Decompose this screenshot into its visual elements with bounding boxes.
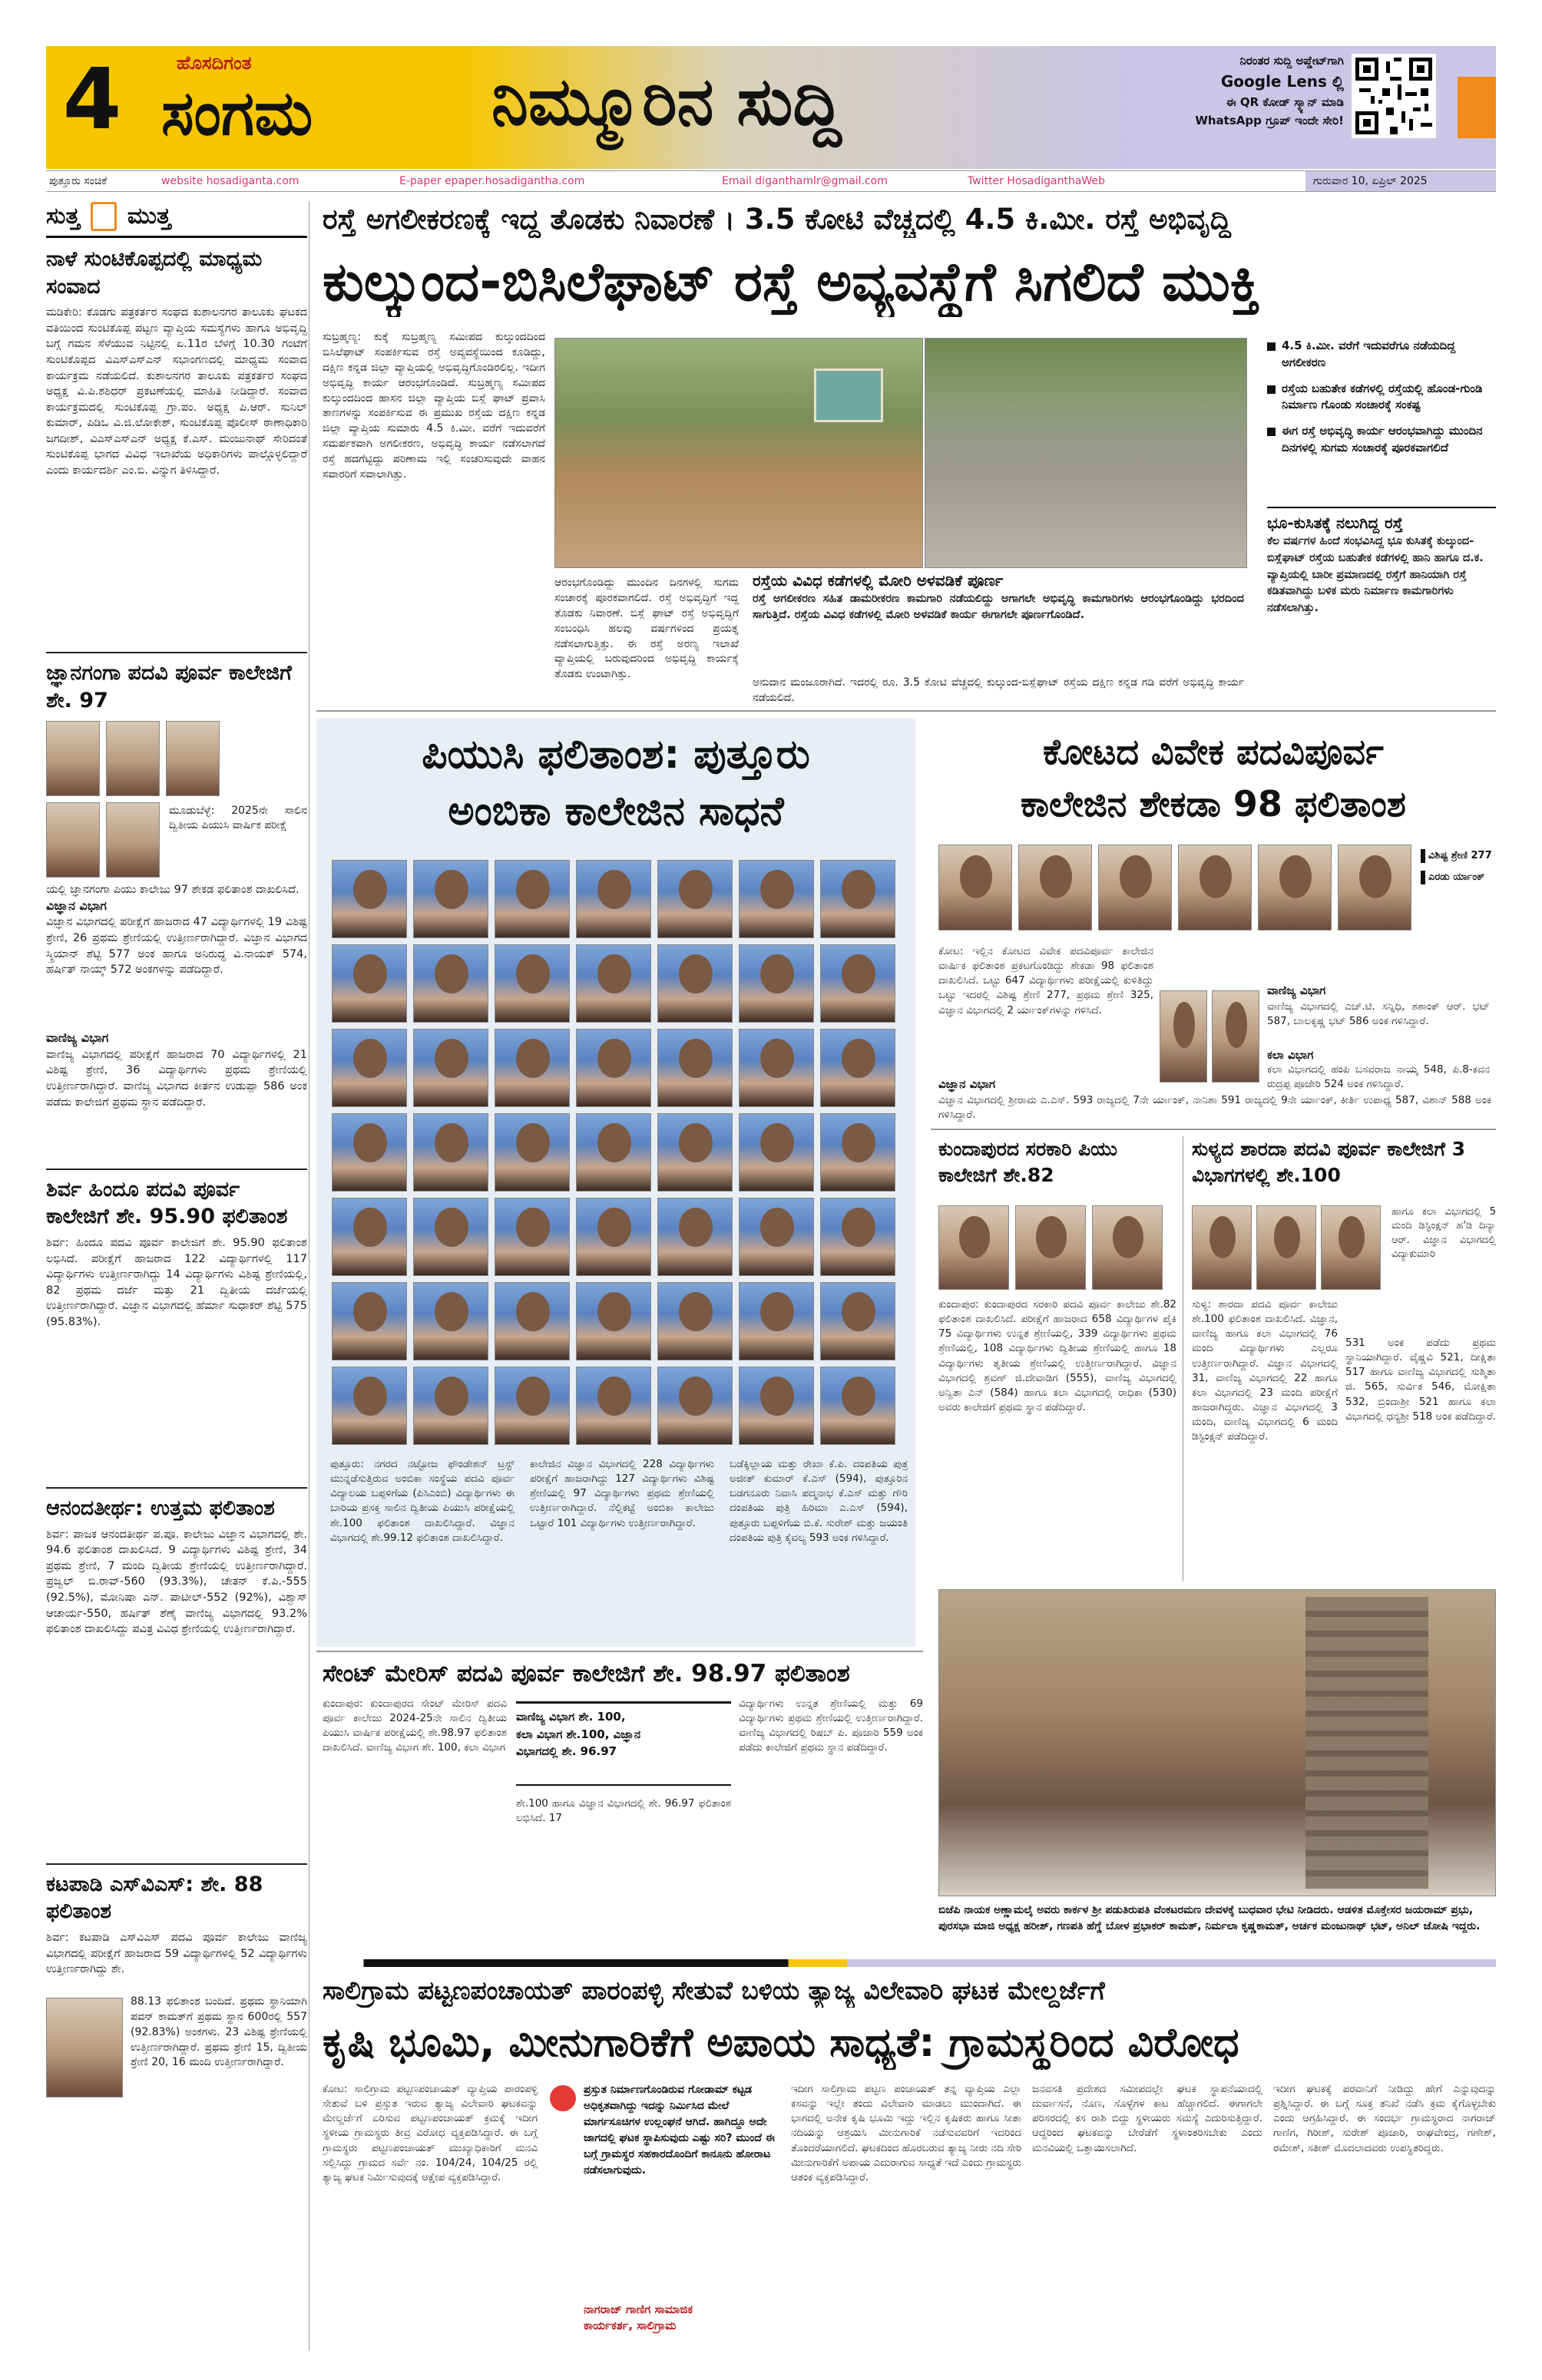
portrait-head — [597, 870, 630, 909]
portrait-head — [842, 1208, 875, 1247]
s2-photos — [46, 721, 307, 882]
student-photo — [657, 1029, 733, 1107]
damaged-road-photo — [925, 338, 1247, 568]
sullia-photos — [1192, 1205, 1384, 1290]
portrait-head — [597, 1377, 630, 1416]
qr-line-4: WhatsApp ಗ್ರೂಪ್ ಇಂದೇ ಸೇರಿ! — [1195, 113, 1344, 127]
portrait-head — [679, 870, 712, 909]
bottom-callout-text: ಪ್ರಸ್ತುತ ನಿರ್ಮಾಣಗೊಂಡಿರುವ ಗೋಡಾಮ್ ಕಟ್ಟಡ ಅಧಿಕೃತವಾಗಿದ್ದು ಇದನ್ನು ನಿರ್ಮಿಸಿದ ಮೇಲೆ ಮಾರ್ಗಸೂಚಿಗಳ ಉಲ್ಲಂಘನೆ ಆಗಿದೆ. ಹಾಗಿದ್ದೂ ಅದೇ ಜಾಗದಲ್ಲಿ ಘಟಕ ಸ್ಥಾಪಿಸುವುದು ಎಷ್ಟು ಸರಿ? ಮುಂದೆ ಈ ಬಗ್ಗೆ ಗ್ರಾಮಸ್ಥರ ಸಹಕಾರದೊಂದಿಗೆ ಕಾನೂನು ಹೋರಾಟ ನಡೆಸಲಾಗುವುದು. — [584, 2084, 775, 2177]
stmarys-body-1: ಕುಂದಾಪುರ: ಕುಂದಾಪುರದ ಸೇಂಟ್ ಮೇರಿಸ್ ಪದವಿ ಪೂರ್ವ ಕಾಲೇಜು 2024-25ನೇ ಸಾಲಿನ ದ್ವಿತೀಯ ಪಿಯುಸಿ ವಾರ್ಷಿಕ ಪರೀಕ್ಷೆಯಲ್ಲಿ ಶೇ.98.97 ಫಲಿತಾಂಶ ದಾಖಲಿಸಿದೆ. ವಾಣಿಜ್ಯ ವಿಭಾಗ ಶೇ. 100, ಕಲಾ ವಿಭಾಗ — [323, 1697, 507, 1754]
kundapura-headline: ಕುಂದಾಪುರದ ಸರಕಾರಿ ಪಿಯು ಕಾಲೇಜಿಗೆ ಶೇ.82 — [938, 1138, 1117, 1186]
student-photo — [413, 1282, 488, 1360]
student-photo — [820, 860, 895, 938]
sidebar — [46, 201, 307, 2351]
kota-sub-3: ಕಲಾ ವಿಭಾಗ — [1267, 1048, 1314, 1062]
portrait-head — [1120, 855, 1152, 898]
s1-title: ನಾಳೆ ಸುಂಟಿಕೊಪ್ಪದಲ್ಲಿ ಮಾಧ್ಯಮ ಸಂವಾದ — [46, 247, 263, 299]
signboard-shape — [814, 369, 883, 422]
student-photo — [820, 1113, 895, 1192]
student-photo — [106, 802, 160, 878]
portrait-head — [679, 1208, 712, 1247]
stat-ranks: ಎರಡು ರ್ಯಾಂಕ್ — [1421, 871, 1496, 884]
portrait-head — [760, 954, 793, 993]
orange-tab — [1458, 77, 1496, 138]
portrait-head — [516, 1208, 549, 1247]
kota-stats — [1421, 849, 1496, 884]
s3-body: ಶಿರ್ವ: ಹಿಂದೂ ಪದವಿ ಪೂರ್ವ ಕಾಲೇಜಿಗೆ ಶೇ. 95.90 ಫಲಿತಾಂಶ ಲಭಿಸಿದೆ. ಪರೀಕ್ಷೆಗೆ ಹಾಜರಾದ 122 ವಿದ್ಯಾರ್ಥಿಗಳಲ್ಲಿ 117 ವಿದ್ಯಾರ್ಥಿಗಳು ಉತ್ತೀರ್ಣರಾಗಿದ್ದು 14 ವಿದ್ಯಾರ್ಥಿಗಳು ವಿಶಿಷ್ಟ ಶ್ರೇಣಿಯಲ್ಲಿ, 82 ಪ್ರಥಮ ದರ್ಜೆ ಮತ್ತು 21 ದ್ವಿತೀಯ ದರ್ಜೆಯಲ್ಲಿ ಉತ್ತೀರ್ಣರಾಗಿದ್ದಾರೆ. ವಿಜ್ಞಾನ ವಿಭಾಗದಲ್ಲಿ ಹೆರ್ಮಾ ಸುಧಾಕರ್ ಶೆಟ್ಟಿ 575 (95.83%). — [46, 1237, 307, 1328]
color-bar — [316, 1959, 1496, 1967]
sidebar-header-left: ಸುತ್ತ — [46, 203, 80, 230]
portrait-head — [1338, 1216, 1365, 1258]
email-link[interactable]: Email diganthamlr@gmail.com — [722, 175, 888, 187]
student-photo — [1256, 1205, 1316, 1290]
qr-line-1: ನಿರಂತರ ಸುದ್ದಿ ಅಪ್ಡೇಟ್‌ಗಾಗಿ — [1239, 54, 1344, 68]
s2-body: ಯಲ್ಲಿ ಜ್ಞಾನಗಂಗಾ ಪಿಯು ಕಾಲೇಜು 97 ಶೇಕಡ ಫಲಿತಾಂಶ ದಾಖಲಿಸಿದೆ. — [46, 883, 299, 896]
student-photo — [332, 1282, 407, 1360]
portrait-head — [842, 870, 875, 909]
student-photo — [1258, 845, 1332, 931]
portrait-head — [516, 1123, 549, 1162]
bottom-col-2: ಇದೀಗ ಸಾಲಿಗ್ರಾಮ ಪಟ್ಟಣ ಪಂಚಾಯತ್ ತನ್ನ ವ್ಯಾಪ್ತಿಯ ಎಲ್ಲಾ ಕಸವನ್ನು ಇಲ್ಲೇ ತಂದು ವಿಲೇವಾರಿ ಮಾಡಲು ಮುಂದಾಗಿದೆ. ಈ ಭಾಗದಲ್ಲಿ ಅನೇಕ ಕೃಷಿ ಭೂಮಿ ಇದ್ದು ಇಲ್ಲಿನ ಕೃಷಿಕರು ಹಾಗೂ ಸೀತಾ ನದಿಯನ್ನು ಆಶ್ರಯಿಸಿ ಮೀನುಗಾರಿಕೆ ನಡೆಸುವವರಿಗೆ ಇದರಿಂದ ತೊಂದರೆಯಾಗಲಿದೆ. ಘಟಕದಿಂದ ಹೊರಬರುವ ತ್ಯಾಜ್ಯ ನೀರು ನದಿ ಸೇರಿ ಮೀನುಗಾರಿಕೆಗೆ ಅಪಾಯ ಎದುರಾಗುವ ಸಾಧ್ಯತೆ ಇದೆ ಎಂದು ಗ್ರಾಮಸ್ಥರು ಆತಂಕ ವ್ಯಕ್ತಪಡಿಸಿದ್ದಾರೆ. — [791, 2083, 1021, 2183]
portrait-head — [597, 1208, 630, 1247]
portrait-head — [435, 1208, 468, 1247]
lead-headline: ಕುಲ್ಕುಂದ-ಬಿಸಿಲೆಘಾಟ್ ರಸ್ತೆ ಅವ್ಯವಸ್ಥೆಗೆ ಸಿಗಲಿದೆ ಮುಕ್ತಿ — [323, 250, 1260, 313]
info-strip — [46, 170, 1496, 192]
puc-body-1: ಪುತ್ತೂರು: ನಗರದ ನಟ್ಟೋಜ ಫೌಂಡೇಶನ್ ಟ್ರಸ್ಟ್ ಮುನ್ನಡೆಸುತ್ತಿರುವ ಅಂಬಿಕಾ ಸಂಸ್ಥೆಯ ಪದವಿ ಪೂರ್ವ ವಿದ್ಯಾಲಯ ಬಪ್ಪಳಿಗೆಯ (ಪಿಸಿಎಂಬಿ) ವಿದ್ಯಾರ್ಥಿಗಳು ಈ ಬಾರಿಯ ಪ್ರಸಕ್ತ ಸಾಲಿನ ದ್ವಿತೀಯ ಪಿಯುಸಿ ಪರೀಕ್ಷೆಯಲ್ಲಿ ಶೇ.100 ಫಲಿತಾಂಶ ದಾಖಲಿಸಿದ್ದಾರೆ. ವಿಜ್ಞಾನ ವಿಭಾಗದಲ್ಲಿ ಶೇ.99.12 ಫಲಿತಾಂಶ ದಾಖಲಿಸಿದ್ದಾರೆ. — [330, 1458, 515, 1544]
puc-body-2: ಕಾಲೇಜಿನ ವಿಜ್ಞಾನ ವಿಭಾಗದಲ್ಲಿ 228 ವಿದ್ಯಾರ್ಥಿಗಳು ಪರೀಕ್ಷೆಗೆ ಹಾಜರಾಗಿದ್ದು 127 ವಿದ್ಯಾರ್ಥಿಗಳು ವಿಶಿಷ್ಟ ಶ್ರೇಣಿಯಲ್ಲಿ 97 ವಿದ್ಯಾರ್ಥಿಗಳು ಪ್ರಥಮ ಶ್ರೇಣಿಯಲ್ಲಿ ಉತ್ತೀರ್ಣರಾಗಿದ್ದಾರೆ. ನೆಲ್ಲಿಕಟ್ಟೆ ಅಂಬಿಕಾ ಕಾಲೇಜು ಒಟ್ಟಾರೆ 101 ವಿದ್ಯಾರ್ಥಿಗಳು ಉತ್ತೀರ್ಣರಾಗಿದ್ದಾರೆ. — [530, 1458, 714, 1529]
divider — [46, 1169, 307, 1170]
student-photo — [495, 1282, 570, 1360]
student-photo — [657, 1367, 733, 1445]
s4-title: ಆನಂದತೀರ್ಥ: ಉತ್ತಮ ಫಲಿತಾಂಶ — [46, 1496, 275, 1521]
portrait-head — [760, 1208, 793, 1247]
puc-headline-2: ಅಂಬಿಕಾ ಕಾಲೇಜಿನ ಸಾಧನೆ — [448, 788, 784, 835]
student-photo — [413, 944, 488, 1023]
portrait-head — [435, 870, 468, 909]
student-photo — [576, 1029, 651, 1107]
bottom-headline: ಕೃಷಿ ಭೂಮಿ, ಮೀನುಗಾರಿಕೆಗೆ ಅಪಾಯ ಸಾಧ್ಯತೆ: ಗ್ರಾಮಸ್ಥರಿಂದ ವಿರೋಧ — [323, 2020, 1239, 2066]
portrait-head — [679, 1292, 712, 1331]
portrait-head — [516, 870, 549, 909]
portrait-head — [1279, 855, 1312, 898]
student-photo — [495, 1198, 570, 1276]
student-photo — [820, 1367, 895, 1445]
portrait-head — [1274, 1216, 1300, 1258]
photo-caption-body: ರಸ್ತೆ ಅಗಲೀಕರಣ ಸಹಿತ ಡಾಮರೀಕರಣ ಕಾಮಗಾರಿ ನಡೆಯಲಿದ್ದು ಅಗಾಗಲೇ ಅಭಿವೃದ್ಧಿ ಕಾಮಗಾರಿಗಳು ಆರಂಭಗೊಂಡಿದ್ದು ಭರದಿಂದ ಸಾಗುತ್ತಿದೆ. ರಸ್ತೆಯ ವಿವಿಧ ಕಡೆಗಳಲ್ಲಿ ಮೋರಿ ಅಳವಡಿಕೆ ಕಾರ್ಯ ಈಗಾಗಲೇ ಪೂರ್ಣಗೊಂಡಿದೆ. — [753, 593, 1244, 621]
student-photo — [106, 721, 160, 796]
student-photo — [820, 1198, 895, 1276]
portrait-head — [679, 954, 712, 993]
student-photo — [739, 1282, 814, 1360]
stmarys-body-2: ಶೇ.100 ಹಾಗೂ ವಿಜ್ಞಾನ ವಿಭಾಗದಲ್ಲಿ ಶೇ. 96.97 ಫಲಿತಾಂಶ ಲಭಿಸಿದೆ. 17 — [516, 1797, 731, 1825]
sullia-headline: ಸುಳ್ಯದ ಶಾರದಾ ಪದವಿ ಪೂರ್ವ ಕಾಲೇಜಿಗೆ 3 ವಿಭಾಗಗಳಲ್ಲಿ ಶೇ.100 — [1192, 1138, 1466, 1186]
bullet-item: 4.5 ಕಿ.ಮೀ. ವರೆಗೆ ಇದುವರೆಗೂ ನಡೆಯದಿದ್ದ ಅಗಲೀಕರಣ — [1267, 338, 1496, 372]
portrait-head — [435, 1123, 468, 1162]
bottom-col-4: ಇದೀಗ ಘಟಕಕ್ಕೆ ಪರವಾನಿಗೆ ನೀಡಿದ್ದು ಹೇಗೆ ಎನ್ನುವುದನ್ನು ಪ್ರಶ್ನಿಸಿದ್ದಾರೆ. ಈ ಬಗ್ಗೆ ಸೂಕ್ತ ತನಿಖೆ ನಡೆಸಿ ಕ್ರಮ ಕೈಗೊಳ್ಳಬೇಕು ಎಂದು ಆಗ್ರಹಿಸಿದ್ದಾರೆ. ಈ ಸಂದರ್ಭ ಗ್ರಾಮಸ್ಥರಾದ ನಾಗರಾಜ್ ಗಾಣಿಗ, ಗಿರೀಶ್, ಸುರೇಶ್ ಪೂಜಾರಿ, ರಾಘವೇಂದ್ರ, ಗಣೇಶ್, ರಮೇಶ್, ಸತೀಶ್ ಮೊದಲಾದವರು ಉಪಸ್ಥಿತರಿದ್ದರು. — [1273, 2083, 1496, 2154]
portrait-head — [959, 1216, 990, 1258]
bottom-kicker: ಸಾಲಿಗ್ರಾಮ ಪಟ್ಟಣಪಂಚಾಯತ್ ಪಾರಂಪಳ್ಳಿ ಸೇತುವೆ ಬಳಿಯ ತ್ಯಾಜ್ಯ ವಿಲೇವಾರಿ ಘಟಕ ಮೇಲ್ದರ್ಜೆಗೆ — [323, 1975, 1105, 2005]
bottom-col-3: ಜನವಸತಿ ಪ್ರದೇಶದ ಸಮೀಪದಲ್ಲೇ ಘಟಕ ಸ್ಥಾಪನೆಯಾದಲ್ಲಿ ದುರ್ವಾಸನೆ, ನೊಣ, ಸೊಳ್ಳೆಗಳ ಕಾಟ ಹೆಚ್ಚಾಗಲಿದೆ. ಈಗಾಗಲೇ ಪರಿಸರದಲ್ಲಿ ಕಸ ರಾಶಿ ಬಿದ್ದು ಸ್ಥಳೀಯರು ಸಮಸ್ಯೆ ಎದುರಿಸುತ್ತಿದ್ದಾರೆ. ಆದ್ದರಿಂದ ಘಟಕವನ್ನು ಬೇರೆಡೆಗೆ ಸ್ಥಳಾಂತರಿಸಬೇಕು ಎಂದು ಮನವಿಯಲ್ಲಿ ಒತ್ತಾಯಿಸಲಾಗಿದೆ. — [1032, 2083, 1262, 2154]
qr-code-icon[interactable] — [1352, 54, 1436, 138]
student-photo — [1015, 1205, 1086, 1290]
student-photo — [576, 1367, 651, 1445]
student-photo — [413, 1367, 488, 1445]
student-photo — [739, 1198, 814, 1276]
portrait-head — [435, 1377, 468, 1416]
student-photo — [413, 1198, 488, 1276]
student-photo — [46, 802, 100, 878]
student-photo — [413, 1113, 488, 1192]
portrait-head — [597, 954, 630, 993]
portrait-head — [760, 1292, 793, 1331]
divider — [46, 1487, 307, 1489]
student-photo — [739, 860, 814, 938]
student-photo — [495, 1367, 570, 1445]
section-rule — [931, 1129, 1496, 1130]
student-photo — [657, 1282, 733, 1360]
portrait-head — [760, 1123, 793, 1162]
portrait-head — [842, 1377, 875, 1416]
portrait-head — [597, 1292, 630, 1331]
sidebar-header — [46, 201, 307, 238]
student-photo — [332, 944, 407, 1023]
portrait-head — [1173, 1002, 1194, 1048]
portrait-head — [760, 870, 793, 909]
date-text: ಗುರುವಾರ 10, ಏಪ್ರಿಲ್ 2025 — [1313, 175, 1428, 187]
student-photo — [820, 1282, 895, 1360]
s3-title: ಶಿರ್ವ ಹಿಂದೂ ಪದವಿ ಪೂರ್ವ ಕಾಲೇಜಿಗೆ ಶೇ. 95.90 ಫಲಿತಾಂಶ — [46, 1177, 288, 1229]
kundapura-photos — [938, 1205, 1169, 1290]
stmarys-box — [516, 1701, 731, 1786]
lead-body-1: ಸುಬ್ರಹ್ಮಣ್ಯ: ಕುಕ್ಕೆ ಸುಬ್ರಹ್ಮಣ್ಯ ಸಮೀಪದ ಕುಲ್ಕುಂದದಿಂದ ಬಿಸಿಲೆಘಾಟ್ ಸಂಪರ್ಕಿಸುವ ರಸ್ತೆ ಅವ್ಯವಸ್ಥೆಯಿಂದ ಕೂಡಿದ್ದು, ದಕ್ಷಿಣ ಕನ್ನಡ ಜಿಲ್ಲಾ ವ್ಯಾಪ್ತಿಯಲ್ಲಿ ಅಭಿವೃದ್ಧಿಗೊಂಡಿರಲಿಲ್ಲ. ಇದೀಗ ಅಭಿವೃದ್ಧಿ ಕಾರ್ಯ ಆರಂಭಗೊಂಡಿದೆ. ಸುಬ್ರಹ್ಮಣ್ಯ ಸಮೀಪದ ಕುಲ್ಕುಂದದಿಂದ ಹಾಸನ ಜಿಲ್ಲಾ ವ್ಯಾಪ್ತಿಯ ಬಿಸ್ಲೆ ಘಾಟ್ ಪ್ರವಾಸಿ ತಾಣಗಳನ್ನು ಸಂಪರ್ಕಿಸುವ ಈ ಪ್ರಮುಖ ರಸ್ತೆಯ ದಕ್ಷಿಣ ಕನ್ನಡ ಜಿಲ್ಲಾ ವ್ಯಾಪ್ತಿಯ ಸುಮಾರು 4.5 ಕಿ.ಮೀ. ವರೆಗೆ ಇದುವರೆಗೆ ಸಮರ್ಪಕವಾಗಿ ಅಗಲೀಕರಣ, ಅಭಿವೃದ್ಧಿ ಕಾರ್ಯ ನಡೆಸಲಾಗದೆ ರಸ್ತೆ ಹದಗೆಟ್ಟಿದ್ದು ಪರಿಣಾಮ ಇಲ್ಲಿ ಸಂಚರಿಸುವುದೇ ವಾಹನ ಸವಾರರಿಗೆ ಸವಾಲಾಗಿತ್ತು. — [323, 331, 545, 481]
student-photo — [739, 1367, 814, 1445]
brand-main: ಸಂಗಮ — [161, 78, 313, 149]
portrait-head — [516, 1292, 549, 1331]
s2-title: ಜ್ಞಾನಗಂಗಾ ಪದವಿ ಪೂರ್ವ ಕಾಲೇಜಿಗೆ ಶೇ. 97 — [46, 661, 292, 712]
portrait-head — [842, 1292, 875, 1331]
stmarys-body-3: ವಿದ್ಯಾರ್ಥಿಗಳು ಉನ್ನತ ಶ್ರೇಣಿಯಲ್ಲಿ ಮತ್ತು 69 ವಿದ್ಯಾರ್ಥಿಗಳು ಪ್ರಥಮ ಶ್ರೇಣಿಯಲ್ಲಿ ಉತ್ತೀರ್ಣರಾಗಿದ್ದಾರೆ. ವಾಣಿಜ್ಯ ವಿಭಾಗದಲ್ಲಿ ರಿಷಬ್ ಪಿ. ಪೂಜಾರಿ 559 ಅಂಕ ಪಡೆದು ಕಾಲೇಜಿಗೆ ಪ್ರಥಮ ಸ್ಥಾನ ಪಡೆದಿದ್ದಾರೆ. — [739, 1697, 923, 1754]
lead-body-3: ಅನುದಾನ ಮಂಜೂರಾಗಿದೆ. ಇದರಲ್ಲಿ ರೂ. 3.5 ಕೋಟಿ ವೆಚ್ಚದಲ್ಲಿ ಕುಲ್ಕುಂದ-ಬಿಸ್ಲೆಘಾಟ್ ರಸ್ತೆಯ ದಕ್ಷಿಣ ಕನ್ನಡ ಗಡಿ ವರೆಗೆ ಅಭಿವೃದ್ಧಿ ಕಾರ್ಯ ನಡೆಯಲಿದೆ. — [753, 676, 1244, 704]
lead-kicker: ರಸ್ತೆ ಅಗಲೀಕರಣಕ್ಕೆ ಇದ್ದ ತೊಡಕು ನಿವಾರಣೆ । 3.5 ಕೋಟಿ ವೆಚ್ಚದಲ್ಲಿ 4.5 ಕಿ.ಮೀ. ರಸ್ತೆ ಅಭಿವೃದ್ಧಿ — [323, 203, 1231, 236]
s2-sub1: ವಿಜ್ಞಾನ ವಿಭಾಗ — [46, 898, 107, 914]
s5-caption: 88.13 ಫಲಿತಾಂಶ ಬಂದಿದೆ. ಪ್ರಥಮ ಸ್ಥಾನಿಯಾಗಿ ಪವನ್ ಕಾಮತ್‌ಗೆ ಪ್ರಥಮ ಸ್ಥಾನ 600ರಲ್ಲಿ 557 (92.83%) ಅಂಕಗಳು. 23 ವಿಶಿಷ್ಟ ಶ್ರೇಣಿಯಲ್ಲಿ ಉತ್ತೀರ್ಣರಾಗಿದ್ದಾರೆ. ಪ್ರಥಮ ಶ್ರೇಣಿ 15, ದ್ವಿತೀಯ ಶ್ರೇಣಿ 20, 16 ಮಂದಿ ಉತ್ತೀರ್ಣರಾಗಿದ್ದಾರೆ. — [131, 1995, 307, 2069]
portrait-head — [353, 870, 386, 909]
portrait-head — [435, 954, 468, 993]
s5-title: ಕಟಪಾಡಿ ಎಸ್‌ವಿಎಸ್: ಶೇ. 88 ಫಲಿತಾಂಶ — [46, 1872, 263, 1924]
portrait-head — [960, 855, 992, 898]
kota-body-2: ವಿಜ್ಞಾನ ವಿಭಾಗದಲ್ಲಿ ಶ್ರೀರಾಮ ಎ.ಎಸ್. 593 ರಾಜ್ಯದಲ್ಲಿ 7ನೇ ರ್ಯಾಂಕ್, ನಾನಿಶಾ 591 ರಾಜ್ಯದಲ್ಲಿ 9ನೇ ರ್ಯಾಂಕ್, ಕೀರ್ತಿ ಉಪಾಧ್ಯ 587, ವಿಶಾನ್ 588 ಅಂಕ ಗಳಿಸಿದ್ದಾರೆ. — [938, 1094, 1491, 1122]
stmarys-box-2: ಕಲಾ ವಿಭಾಗ ಶೇ.100, ವಿಜ್ಞಾನ — [516, 1727, 641, 1741]
student-photo — [495, 944, 570, 1023]
landslide-box — [1267, 507, 1496, 706]
website-link[interactable]: website hosadiganta.com — [161, 175, 299, 187]
student-photo — [166, 721, 220, 796]
edition-label: ಪುತ್ತೂರು ಸಂಚಿಕೆ — [49, 175, 108, 187]
stmarys-box-3: ವಿಭಾಗದಲ್ಲಿ ಶೇ. 96.97 — [516, 1744, 617, 1758]
student-photo — [332, 1367, 407, 1445]
student-photo — [576, 860, 651, 938]
student-photo — [657, 1198, 733, 1276]
student-photo — [576, 1113, 651, 1192]
portrait-head — [516, 1377, 549, 1416]
bullet-item: ಈಗ ರಸ್ತೆ ಅಭಿವೃದ್ಧಿ ಕಾರ್ಯ ಆರಂಭವಾಗಿದ್ದು ಮುಂದಿನ ದಿನಗಳಲ್ಲಿ ಸುಗಮ ಸಂಚಾರಕ್ಕೆ ಪೂರಕವಾಗಲಿದೆ — [1267, 423, 1496, 457]
puc-photo-grid — [332, 860, 900, 1451]
student-photo — [1321, 1205, 1381, 1290]
photo-caption-block — [753, 570, 1244, 685]
student-photo — [576, 944, 651, 1023]
portrait-head — [353, 954, 386, 993]
student-photo — [820, 1029, 895, 1107]
pin-icon — [550, 2085, 576, 2111]
s2-sub2: ವಾಣಿಜ್ಯ ವಿಭಾಗ — [46, 1030, 109, 1046]
sullia-body: ಸುಳ್ಯ: ಶಾರದಾ ಪದವಿ ಪೂರ್ವ ಕಾಲೇಜು ಶೇ.100 ಫಲಿತಾಂಶ ದಾಖಲಿಸಿದೆ. ವಿಜ್ಞಾನ, ವಾಣಿಜ್ಯ ಹಾಗೂ ಕಲಾ ವಿಭಾಗದಲ್ಲಿ 76 ಮಂದಿ ವಿದ್ಯಾರ್ಥಿಗಳು ಎಲ್ಲರೂ ಉತ್ತೀರ್ಣರಾಗಿದ್ದಾರೆ. ವಿಜ್ಞಾನ ವಿಭಾಗದಲ್ಲಿ 31, ವಾಣಿಜ್ಯ ವಿಭಾಗದಲ್ಲಿ 22 ಹಾಗೂ ಕಲಾ ವಿಭಾಗದಲ್ಲಿ 23 ಮಂದಿ ಪರೀಕ್ಷೆಗೆ ಹಾಜರಾಗಿದ್ದರು. ವಿಜ್ಞಾನ ವಿಭಾಗದಲ್ಲಿ 3 ಮಂದಿ, ವಾಣಿಜ್ಯ ವಿಭಾಗದಲ್ಲಿ 6 ಮಂದಿ ಡಿಸ್ಟಿಂಕ್ಷನ್ ಪಡೆದಿದ್ದಾರೆ. — [1192, 1298, 1338, 1443]
s1-body: ಮಡಿಕೇರಿ: ಕೊಡಗು ಪತ್ರಕರ್ತರ ಸಂಘದ ಕುಶಾಲನಗರ ತಾಲೂಕು ಘಟಕದ ವತಿಯಿಂದ ಸುಂಟಿಕೊಪ್ಪ ಪಟ್ಟಣ ವ್ಯಾಪ್ತಿಯ ಸಮಸ್ಯೆಗಳು ಹಾಗೂ ಅಭಿವೃದ್ಧಿ ಬಗ್ಗೆ ಗಮನ ಸೆಳೆಯುವ ನಿಟ್ಟಿನಲ್ಲಿ ಏ.11ರ ಬೆಳಗ್ಗೆ 10.30 ಗಂಟೆಗೆ ಸುಂಟಿಕೊಪ್ಪದ ವಿಎಸ್‌ಎಸ್‌ಎನ್ ಸಭಾಂಗಣದಲ್ಲಿ ಮಾಧ್ಯಮ ಸಂವಾದ ಕಾರ್ಯಕ್ರಮ ನಡೆಯಲಿದೆ. ಕುಶಾಲನಗರ ತಾಲೂಕು ಪತ್ರಕರ್ತರ ಸಂಘದ ಅಧ್ಯಕ್ಷ ವಿ.ಪಿ.ಶಶಿಧರ್ ಪ್ರಕಟಣೆಯಲ್ಲಿ ಮಾಹಿತಿ ನೀಡಿದ್ದಾರೆ. ಸಂವಾದ ಕಾರ್ಯಕ್ರಮದಲ್ಲಿ ಸುಂಟಿಕೊಪ್ಪ ಗ್ರಾ.ಪಂ. ಅಧ್ಯಕ್ಷ ಪಿ.ಆರ್. ಸುನಿಲ್ ಕುಮಾರ್, ಪಿಡಿಒ ವಿ.ಜಿ.ಲೋಕೇಶ್, ಸುಂಟಿಕೊಪ್ಪ ಪೊಲೀಸ್ ಠಾಣಾಧಿಕಾರಿ ಜಗದೀಶ್, ವಿಎಸ್‌ಎಸ್‌ಎನ್ ಅಧ್ಯಕ್ಷ ಕೆ.ಎಸ್. ಮಂಜುನಾಥ್ ಸೇರಿದಂತೆ ಸುಂಟಿಕೊಪ್ಪ ಭಾಗದ ವಿವಿಧ ಇಲಾಖೆಯ ಅಧಿಕಾರಿಗಳು ಪಾಲ್ಗೊಳ್ಳಲಿದ್ದಾರೆ ಎಂದು ಕಾರ್ಯದರ್ಶಿ ಎಂ.ಬಿ. ವಿನ್ನುಗ ತಿಳಿಸಿದ್ದಾರೆ. — [46, 306, 307, 478]
bullet-item: ರಸ್ತೆಯ ಬಹುತೇಕ ಕಡೆಗಳಲ್ಲಿ ರಸ್ತೆಯಲ್ಲಿ ಹೊಂಡ-ಗುಂಡಿ ನಿರ್ಮಾಣ ಗೊಂಡು ಸಂಚಾರಕ್ಕೆ ಸಂಕಷ್ಟ — [1267, 381, 1496, 415]
stmarys-headline: ಸೇಂಟ್ ಮೇರಿಸ್ ಪದವಿ ಪೂರ್ವ ಕಾಲೇಜಿಗೆ ಶೇ. 98.97 ಫಲಿತಾಂಶ — [323, 1660, 850, 1687]
masthead — [46, 46, 1496, 169]
s2-caption: ಮೂಡುಬೆಳ್ಳೆ: 2025ನೇ ಸಾಲಿನ ದ್ವಿತೀಯ ಪಿಯುಸಿ ವಾರ್ಷಿಕ ಪರೀಕ್ಷೆ — [169, 804, 307, 832]
student-photo — [46, 1998, 123, 2097]
student-photo — [1092, 1205, 1163, 1290]
portrait-head — [353, 1123, 386, 1162]
lead-body-2: ಆರಂಭಗೊಂಡಿದ್ದು ಮುಂದಿನ ದಿನಗಳಲ್ಲಿ ಸುಗಮ ಸಂಚಾರಕ್ಕೆ ಪೂರಕವಾಗಲಿದೆ. ರಸ್ತೆ ಅಭಿವೃದ್ಧಿಗೆ ಇದ್ದ ತೊಡಕು ನಿವಾರಣೆ. ಬಿಸ್ಲೆ ಘಾಟ್ ರಸ್ತೆ ಅಭಿವೃದ್ಧಿಗೆ ಸಂಬಂಧಿಸಿ ಹಲವು ವರ್ಷಗಳಿಂದ ಪ್ರಯತ್ನ ನಡೆಸಲಾಗುತ್ತಿತ್ತು. ಈ ರಸ್ತೆ ಅರಣ್ಯ ಇಲಾಖೆ ವ್ಯಾಪ್ತಿಯಲ್ಲಿ ಬರುವುದರಿಂದ ಅಭಿವೃದ್ಧಿ ಕಾರ್ಯಕ್ಕೆ ತೊಡಕು ಉಂಟಾಗಿತ್ತು. — [554, 577, 739, 681]
portrait-head — [597, 1039, 630, 1078]
portrait-head — [1200, 855, 1232, 898]
kota-body-1: ಕೋಟ: ಇಲ್ಲಿನ ಕೋಟದ ವಿವೇಕ ಪದವಿಪೂರ್ವ ಕಾಲೇಜಿನ ವಾರ್ಷಿಕ ಫಲಿತಾಂಶ ಪ್ರಕಟಗೊಂಡಿದ್ದು ಶೇಕಡಾ 98 ಫಲಿತಾಂಶ ದಾಖಲಿಸಿದೆ. ಒಟ್ಟು 647 ವಿದ್ಯಾರ್ಥಿಗಳು ಪರೀಕ್ಷೆಯಲ್ಲಿ ಕುಳಿತಿದ್ದು ಒಟ್ಟು ಇದರಲ್ಲಿ ವಿಶಿಷ್ಟ ಶ್ರೇಣಿ 277, ಪ್ರಥಮ ಶ್ರೇಣಿ 325, ವಿಜ್ಞಾನ ವಿಭಾಗದಲ್ಲಿ 2 ರ್ಯಾಂಕ್‌ಗಳನ್ನು ಗಳಿಸಿದೆ. — [938, 945, 1153, 1016]
landslide-box-title: ಭೂ-ಕುಸಿತಕ್ಕೆ ನಲುಗಿದ್ದ ರಸ್ತೆ — [1267, 514, 1403, 532]
student-photo — [1192, 1205, 1252, 1290]
section-rule — [316, 710, 1496, 712]
student-photo — [576, 1198, 651, 1276]
student-photo — [1018, 845, 1092, 931]
qr-line-3: ಈ QR ಕೋಡ್ ಸ್ಕ್ಯಾನ್ ಮಾಡಿ — [1226, 95, 1344, 110]
portrait-head — [842, 1039, 875, 1078]
portrait-head — [353, 1039, 386, 1078]
kota-headline-1: ಕೋಟದ ವಿವೇಕ ಪದವಿಪೂರ್ವ — [1043, 731, 1384, 772]
student-photo — [1338, 845, 1411, 931]
kota-sub-2: ವಾಣಿಜ್ಯ ವಿಭಾಗ — [1267, 983, 1326, 997]
kota-photo-small — [1160, 990, 1259, 1090]
s2-body3: ವಾಣಿಜ್ಯ ವಿಭಾಗದಲ್ಲಿ ಪರೀಕ್ಷೆಗೆ ಹಾಜರಾದ 70 ವಿದ್ಯಾರ್ಥಿಗಳಲ್ಲಿ 21 ವಿಶಿಷ್ಟ ಶ್ರೇಣಿ, 36 ವಿದ್ಯಾರ್ಥಿಗಳು ಪ್ರಥಮ ಶ್ರೇಣಿಯಲ್ಲಿ ಉತ್ತೀರ್ಣರಾಗಿದ್ದಾರೆ. ವಾಣಿಜ್ಯ ವಿಭಾಗದ ಕೀರ್ತನ ಉಡುಪ್ಪಾ 586 ಅಂಕ ಪಡೆದು ಕಾಲೇಜಿಗೆ ಪ್ರಥಮ ಸ್ಥಾನ ಪಡೆದಿದ್ದಾರೆ. — [46, 1048, 307, 1109]
portrait-head — [1040, 855, 1072, 898]
s5-body: ಶಿರ್ವ: ಕಟಪಾಡಿ ಎಸ್‌ವಿಎಸ್ ಪದವಿ ಪೂರ್ವ ಕಾಲೇಜು ವಾಣಿಜ್ಯ ವಿಭಾಗದಲ್ಲಿ ಪರೀಕ್ಷೆಗೆ ಹಾಜರಾದ 59 ವಿದ್ಯಾರ್ಥಿಗಳಲ್ಲಿ 52 ವಿದ್ಯಾರ್ಥಿಗಳು ಉತ್ತೀರ್ಣರಾಗಿದ್ದು ಶೇ. — [46, 1931, 307, 1976]
kota-photos — [938, 845, 1415, 937]
student-photo — [332, 1198, 407, 1276]
kota-body-4: ಕಲಾ ವಿಭಾಗದಲ್ಲಿ ಹಂಪಿ ಬಸವರಾಜ ನಾಯ್ಕ 548, ಪಿ.8-ಕವನ ರುದ್ರಪ್ಪ ಪೂಜೇರಿ 524 ಅಂಕ ಗಳಿಸಿದ್ದಾರೆ. — [1267, 1063, 1490, 1091]
portrait-head — [353, 1208, 386, 1247]
divider — [46, 1863, 307, 1865]
section-title: ನಿಮ್ಮೂರಿನ ಸುದ್ದಿ — [491, 64, 842, 140]
stmarys-box-1: ವಾಣಿಜ್ಯ ವಿಭಾಗ ಶೇ. 100, — [516, 1710, 626, 1724]
kota-sub-1: ವಿಜ್ಞಾನ ವಿಭಾಗ — [938, 1077, 996, 1091]
student-photo — [332, 1029, 407, 1107]
bottom-col-1: ಕೋಟ: ಸಾಲಿಗ್ರಾಮ ಪಟ್ಟಣಪಂಚಾಯತ್ ವ್ಯಾಪ್ತಿಯ ಪಾರಂಪಳ್ಳಿ ಸೇತುವೆ ಬಳಿ ಪ್ರಸ್ತುತ ಇರುವ ತ್ಯಾಜ್ಯ ವಿಲೇವಾರಿ ಘಟಕವನ್ನು ಮೇಲ್ದರ್ಜೆಗೆ ಏರಿಸುವ ಪಟ್ಟಣಪಂಚಾಯತ್ ಕ್ರಮಕ್ಕೆ ಇದೀಗ ಸ್ಥಳೀಯ ಗ್ರಾಮಸ್ಥರು ತೀವ್ರ ವಿರೋಧ ವ್ಯಕ್ತಪಡಿಸಿದ್ದಾರೆ. ಈ ಬಗ್ಗೆ ಗ್ರಾಮಸ್ಥರು ಪಟ್ಟಣಪಂಚಾಯತ್ ಮುಖ್ಯಾಧಿಕಾರಿಗೆ ಮನವಿ ಸಲ್ಲಿಸಿದ್ದು ಗ್ರಾಮದ ಸರ್ವೆ ನಂ. 104/24, 104/25 ರಲ್ಲಿ ತ್ಯಾಜ್ಯ ಘಟಕ ನಿರ್ಮಿಸುವುದಕ್ಕೆ ಆಕ್ಷೇಪ ವ್ಯಕ್ತಪಡಿಸಿದ್ದಾರೆ. — [323, 2083, 538, 2183]
student-photo — [413, 1029, 488, 1107]
portrait-head — [597, 1123, 630, 1162]
bottom-callout — [550, 2082, 780, 2351]
portrait-head — [679, 1377, 712, 1416]
sullia-body-2: 531 ಅಂಕ ಪಡೆದು ಪ್ರಥಮ ಸ್ಥಾನಿಯಾಗಿದ್ದಾರೆ. ವೈಷ್ಣವಿ 521, ದೀಕ್ಷಿತಾ 517 ಹಾಗೂ ವಾಣಿಜ್ಯ ವಿಭಾಗದಲ್ಲಿ ಸುಶ್ಮಿತಾ ಜಿ. 565, ಸುರ್ವಿಕ 546, ಮೋಕ್ಷಿತಾ 532, ಬ್ರಿಂದಾಶ್ರೀ 521 ಹಾಗೂ ಕಲಾ ವಿಭಾಗದಲ್ಲಿ ಧನ್ಯಶ್ರೀ 518 ಅಂಕ ಪಡೆದಿದ್ದಾರೆ. — [1345, 1337, 1496, 1423]
twitter-link[interactable]: Twitter HosadiganthaWeb — [968, 175, 1105, 187]
sullia-side: ಹಾಗೂ ಕಲಾ ವಿಭಾಗದಲ್ಲಿ 5 ಮಂದಿ ಡಿಸ್ಟಿಂಕ್ಷನ್ ಹ'ಡಿ ದಿನ್ಯಾ ಆರ್. ವಿಜ್ಞಾನ ವಿಭಾಗದಲ್ಲಿ ವಿದ್ಯಾಕುಮಾರಿ — [1391, 1206, 1496, 1261]
portrait-head — [516, 1039, 549, 1078]
student-photo — [657, 1113, 733, 1192]
student-photo — [938, 1205, 1009, 1290]
sidebar-header-right: ಮುತ್ತ — [127, 203, 171, 230]
student-photo — [576, 1282, 651, 1360]
portrait-head — [435, 1292, 468, 1331]
portrait-head — [1113, 1216, 1143, 1258]
portrait-head — [1226, 1002, 1246, 1048]
portrait-head — [1209, 1216, 1236, 1258]
portrait-head — [1359, 855, 1391, 898]
student-photo — [1212, 990, 1259, 1083]
photo-caption-title: ರಸ್ತೆಯ ವಿವಿಧ ಕಡೆಗಳಲ್ಲಿ ಮೋರಿ ಅಳವಡಿಕೆ ಪೂರ್ಣ — [753, 571, 1004, 590]
student-photo — [938, 845, 1012, 931]
student-photo — [1160, 990, 1207, 1083]
portrait-head — [679, 1039, 712, 1078]
student-photo — [332, 1113, 407, 1192]
puc-headline-1: ಪಿಯುಸಿ ಫಲಿತಾಂಶ: ಪುತ್ತೂರು — [422, 732, 810, 778]
kundapura-body: ಕುಂದಾಪುರ: ಕುಂದಾಪುರದ ಸರಕಾರಿ ಪದವಿ ಪೂರ್ವ ಕಾಲೇಜು ಶೇ.82 ಫಲಿತಾಂಶ ದಾಖಲಿಸಿದೆ. ಪರೀಕ್ಷೆಗೆ ಹಾಜರಾದ 658 ವಿದ್ಯಾರ್ಥಿಗಳ ಪೈಕಿ 75 ವಿದ್ಯಾರ್ಥಿಗಳು ಉನ್ನತ ಶ್ರೇಣಿಯಲ್ಲಿ, 339 ವಿದ್ಯಾರ್ಥಿಗಳು ಪ್ರಥಮ ಶ್ರೇಣಿಯಲ್ಲಿ, 108 ವಿದ್ಯಾರ್ಥಿಗಳು ದ್ವಿತೀಯ ಶ್ರೇಣಿಯಲ್ಲಿ ಹಾಗೂ 18 ವಿದ್ಯಾರ್ಥಿಗಳು ತೃತೀಯ ಶ್ರೇಣಿಯಲ್ಲಿ ಉತ್ತೀರ್ಣರಾಗಿದ್ದಾರೆ. ವಿಜ್ಞಾನ ವಿಭಾಗದಲ್ಲಿ ಶ್ರವಣ್ ಜಿ.ದೇವಾಡಿಗ (555), ವಾಣಿಜ್ಯ ವಿಭಾಗದಲ್ಲಿ ಅನ್ವಿತಾ ಎನ್ (584) ಹಾಗೂ ಕಲಾ ವಿಭಾಗದಲ್ಲಿ ರಾಧಿಕಾ (530) ಅವರು ಕಾಲೇಜಿಗೆ ಪ್ರಥಮ ಸ್ಥಾನ ಪಡೆದಿದ್ದಾರೆ. — [938, 1298, 1176, 1414]
student-photo — [657, 860, 733, 938]
student-photo — [495, 1029, 570, 1107]
portrait-head — [435, 1039, 468, 1078]
student-photo — [820, 944, 895, 1023]
s2-body2: ವಿಜ್ಞಾನ ವಿಭಾಗದಲ್ಲಿ ಪರೀಕ್ಷೆಗೆ ಹಾಜರಾದ 47 ವಿದ್ಯಾರ್ಥಿಗಳಲ್ಲಿ 19 ವಿಶಿಷ್ಟ ಶ್ರೇಣಿ, 26 ಪ್ರಥಮ ಶ್ರೇಣಿಯಲ್ಲಿ ಉತ್ತೀರ್ಣರಾಗಿದ್ದಾರೆ. ವಿಜ್ಞಾನ ವಿಭಾಗದ ಸ್ಕ್ರಿಯಾನ್ ಶೆಟ್ಟಿ 577 ಅಂಕ ಹಾಗೂ ಅನಿರುದ್ಧ ವಿ.ನಾಯಕ್ 574, ಹರ್ಷಿತ್ ನಾಯ್ಕ್ 572 ಅಂಕಗಳನ್ನು ಪಡೆದಿದ್ದಾರೆ. — [46, 916, 307, 977]
portrait-head — [842, 954, 875, 993]
student-photo — [739, 1113, 814, 1192]
student-photo — [1098, 845, 1172, 931]
student-photo — [332, 860, 407, 938]
student-photo — [495, 860, 570, 938]
s4-body: ಶಿರ್ವ: ಪಾಜಕ ಆನಂದತೀರ್ಥ ಪ.ಪೂ. ಕಾಲೇಜು ವಿಜ್ಞಾನ ವಿಭಾಗದಲ್ಲಿ ಶೇ. 94.6 ಫಲಿತಾಂಶ ದಾಖಲಿಸಿದೆ. 9 ವಿದ್ಯಾರ್ಥಿಗಳು ವಿಶಿಷ್ಟ ಶ್ರೇಣಿ, 34 ಪ್ರಥಮ ಶ್ರೇಣಿ, 7 ಮಂದಿ ದ್ವಿತೀಯ ಶ್ರೇಣಿಯಲ್ಲಿ ಉತ್ತೀರ್ಣರಾಗಿದ್ದಾರೆ. ಪ್ರಜ್ವಲ್ ಬಿ.ರಾವ್-560 (93.3%), ಚೇತನ್ ಕೆ.ಪಿ.-555 (92.5%), ಮೋನಿಷಾ ಎನ್. ಪಾಟೀಲ್-552 (92%), ವಿಶ್ವಾಸ್ ಆಚಾರ್ಯ-550, ಹರ್ಷಿತ್ ಶೆಣೈ ವಾಣಿಜ್ಯ ವಿಭಾಗದಲ್ಲಿ 93.2% ಫಲಿತಾಂಶ ದಾಖಲಿಸಿದ್ದು ಪವಿತ್ರ ವಿವಿಧ ಶ್ರೇಣಿಯಲ್ಲಿ ಉತ್ತೀರ್ಣರಾಗಿದ್ದಾರೆ. — [46, 1528, 307, 1636]
student-photo — [495, 1113, 570, 1192]
brand-top: ಹೊಸದಿಗಂತ — [177, 52, 252, 74]
kota-headline-2: ಕಾಲೇಜಿನ ಶೇಕಡಾ 98 ಫಲಿತಾಂಶ — [1021, 783, 1406, 825]
portrait-head — [353, 1292, 386, 1331]
bottom-callout-signature: ನಾಗರಾಜ್ ಗಾಣಿಗ ಸಾಮಾಜಿಕ ಕಾರ್ಯಕರ್ತ, ಸಾಲಿಗ್ರಾಮ — [584, 2302, 693, 2332]
student-photo — [739, 1029, 814, 1107]
student-photo — [1178, 845, 1252, 931]
divider — [46, 652, 307, 653]
portrait-head — [516, 954, 549, 993]
student-photo — [413, 860, 488, 938]
qr-text — [1137, 52, 1344, 130]
photo-story-caption: ಬಿಜೆಪಿ ನಾಯಕ ಅಣ್ಣಾಮಲೈ ಅವರು ಕಾರ್ಕಳ ಶ್ರೀ ಪಡುತಿರುಪತಿ ವೆಂಕಟರಮಣ ದೇವಳಕ್ಕೆ ಬುಧವಾರ ಭೇಟಿ ನೀಡಿದರು. ಆಡಳಿತ ಮೊಕ್ತೇಸರ ಜಯರಾಮ್ ಪ್ರಭು, ಪುರಸಭಾ ಮಾಜಿ ಅಧ್ಯಕ್ಷ ಹರೀಶ್, ಗಣಪತಿ ಹೆಗ್ಡೆ ಬೋಳ ಪ್ರಭಾಕರ್ ಕಾಮತ್, ನಿರ್ಮಲಾ ಕೃಷ್ಣಕಾಮತ್, ಅರ್ಚಕ ಮಂಜುನಾಥ್ ಭಟ್, ಅನಿಲ್ ಜೋಷಿ ಇದ್ದರು. — [938, 1904, 1481, 1932]
kota-body-3: ವಾಣಿಜ್ಯ ವಿಭಾಗದಲ್ಲಿ ಎಚ್.ಟಿ. ಸನ್ನಿಧಿ, ಶಶಾಂಕ್ ಆರ್. ಭಟ್ 587, ಬಾಲಕೃಷ್ಣ ಭಟ್ 586 ಅಂಕ ಗಳಿಸಿದ್ದಾರೆ. — [1267, 1000, 1490, 1028]
portrait-head — [760, 1039, 793, 1078]
section-rule — [316, 1651, 923, 1652]
portrait-head — [353, 1377, 386, 1416]
student-photo — [46, 721, 100, 796]
student-photo — [739, 944, 814, 1023]
portrait-head — [1036, 1216, 1067, 1258]
temple-pillar-shape — [1305, 1597, 1428, 1889]
landslide-box-body: ಕೆಲ ವರ್ಷಗಳ ಹಿಂದೆ ಸಂಭವಿಸಿದ್ದ ಭೂ ಕುಸಿತಕ್ಕೆ ಕುಲ್ಕುಂದ-ಬಿಸ್ಲೆಘಾಟ್ ರಸ್ತೆಯ ಬಹುತೇಕ ಕಡೆಗಳಲ್ಲಿ ಹಾನಿ ಹಾಗೂ ದ.ಕ. ವ್ಯಾಪ್ತಿಯಲ್ಲಿ ಬಾರೀ ಪ್ರಮಾಣದಲ್ಲಿ ರಸ್ತೆಗೆ ಹಾನಿಯಾಗಿ ರಸ್ತೆ ಕಡಿತವಾಗಿದ್ದು ಬಳಿಕ ಮರು ನಿರ್ಮಾಣ ಕಾಮಗಾರಿಗಳು ನಡೆಸಲಾಗಿತ್ತು. — [1267, 535, 1484, 614]
qr-line-2: Google Lens ಲ್ಲಿ — [1220, 72, 1344, 91]
lead-bullets — [1267, 338, 1496, 466]
page-number: 4 — [62, 50, 122, 148]
book-icon — [91, 202, 117, 231]
stat-distinction: ವಿಶಿಷ್ಟ ಶ್ರೇಣಿ 277 — [1421, 849, 1496, 863]
portrait-head — [842, 1123, 875, 1162]
puc-body-3: ಬಡೆಕ್ಕಿಲ್ಲಾಯ ಮತ್ತು ರೇಖಾ ಕೆ.ಪಿ. ದಂಪತಿಯ ಪುತ್ರ ಅಜೀತ್ ಕುಮಾರ್ ಕೆ.ಎಸ್ (594), ಪುತ್ತೂರಿನ ಬಡಗನೂರು ನಿವಾಸಿ ಪದ್ಮನಾಭ ಕೆ.ಎಸ್ ಮತ್ತು ಗೌರಿ ದಂಪತಿಯ ಪುತ್ರಿ ಹಿರಿಮಾ ಎ.ಎಸ್ (594), ಪುತ್ತೂರು ಬಪ್ಪಳಿಗೆಯ ಬಿ.ಕೆ. ಸುರೇಶ್ ಮತ್ತು ಜಯಂತಿ ದಂಪತಿಯ ಪುತ್ರಿ ಕೈವಲ್ಯ 593 ಅಂಕ ಗಳಿಸಿದ್ದಾರೆ. — [730, 1458, 908, 1544]
portrait-head — [679, 1123, 712, 1162]
student-photo — [657, 944, 733, 1023]
portrait-head — [760, 1377, 793, 1416]
epaper-link[interactable]: E-paper epaper.hosadigantha.com — [399, 175, 585, 187]
